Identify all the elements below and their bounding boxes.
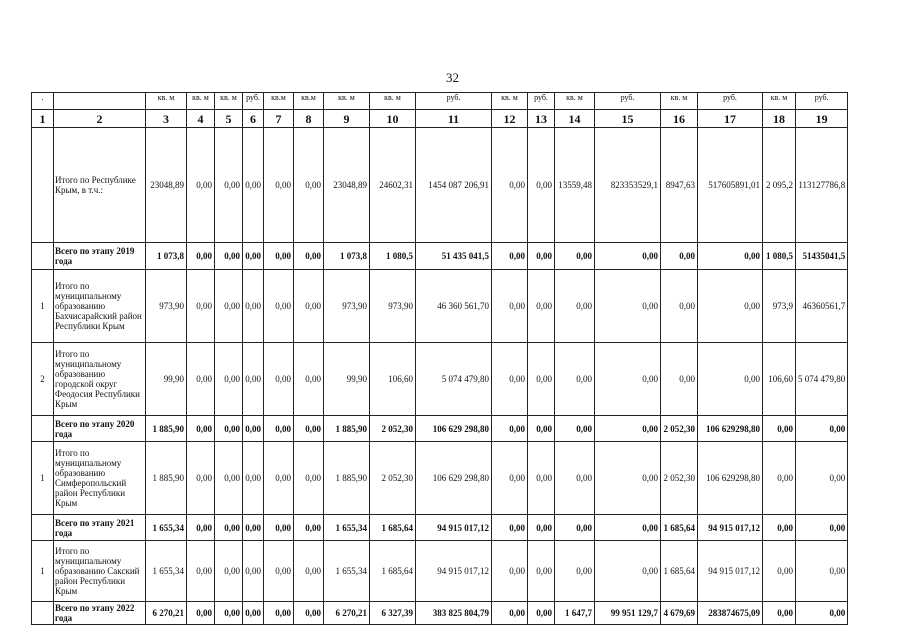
table-row-cell: 2: [32, 343, 54, 416]
table-row-cell: 0,00: [187, 343, 215, 416]
table-row-cell: 0,00: [661, 343, 698, 416]
column-number-row-cell: 3: [146, 110, 187, 128]
table-row-cell: 0,00: [763, 416, 796, 442]
units-header-row-cell: руб.: [796, 93, 848, 110]
table-row-cell: 0,00: [698, 343, 763, 416]
table-row-cell: 0,00: [763, 602, 796, 625]
table-row-cell: Итого по Республике Крым, в т.ч.:: [54, 128, 146, 243]
table-row-cell: 6 270,21: [146, 602, 187, 625]
table-row-cell: 113127786,8: [796, 128, 848, 243]
table-row-cell: 0,00: [796, 541, 848, 602]
table-row-cell: 0,00: [215, 243, 243, 270]
table-row-cell: 0,00: [215, 442, 243, 515]
table-row-cell: 0,00: [187, 541, 215, 602]
table-row-cell: 0,00: [215, 270, 243, 343]
table-row-cell: 0,00: [492, 602, 528, 625]
column-number-row-cell: 16: [661, 110, 698, 128]
table-row-cell: 0,00: [215, 416, 243, 442]
table-row-cell: 0,00: [264, 128, 294, 243]
column-number-row-cell: 2: [54, 110, 146, 128]
table-row-cell: 823353529,1: [595, 128, 661, 243]
units-header-row-cell: руб.: [416, 93, 492, 110]
table-row-cell: 0,00: [187, 442, 215, 515]
table-row-cell: 1 685,64: [661, 541, 698, 602]
units-header-row-cell: кв. м: [324, 93, 370, 110]
table-row-cell: [32, 243, 54, 270]
units-header-row-cell: кв. м: [146, 93, 187, 110]
table-row-cell: 0,00: [294, 270, 324, 343]
table-row-cell: 1: [32, 442, 54, 515]
table-row-cell: [32, 515, 54, 541]
table-row-cell: 0,00: [294, 343, 324, 416]
table-row-cell: 99,90: [146, 343, 187, 416]
table-row-cell: 0,00: [294, 128, 324, 243]
table-row-cell: 24602,31: [370, 128, 416, 243]
table-row-cell: 0,00: [555, 343, 595, 416]
column-number-row-cell: 19: [796, 110, 848, 128]
table-row-cell: 0,00: [264, 416, 294, 442]
table-row-cell: 0,00: [243, 515, 264, 541]
table-row-cell: 0,00: [661, 270, 698, 343]
units-header-row-cell: [54, 93, 146, 110]
table-row-cell: 1 685,64: [661, 515, 698, 541]
table-row-cell: 0,00: [595, 243, 661, 270]
units-header-row-cell: руб.: [528, 93, 555, 110]
table-row-cell: 0,00: [555, 515, 595, 541]
column-number-row-cell: 4: [187, 110, 215, 128]
column-number-row-cell: 18: [763, 110, 796, 128]
table-row-cell: 0,00: [187, 416, 215, 442]
table-row-cell: [32, 416, 54, 442]
table-row-cell: 0,00: [528, 602, 555, 625]
table-row-cell: 51435041,5: [796, 243, 848, 270]
table-row-cell: Итого по муниципальному образованию городской округ Феодосия Республики Крым: [54, 343, 146, 416]
table-row-cell: 1 885,90: [146, 416, 187, 442]
table-row-cell: 0,00: [528, 541, 555, 602]
table-row-cell: Всего по этапу 2019 года: [54, 243, 146, 270]
table-row-cell: 0,00: [528, 243, 555, 270]
units-header-row: [32, 93, 848, 110]
column-number-row-cell: 9: [324, 110, 370, 128]
table-row-cell: 0,00: [528, 270, 555, 343]
table-row: [32, 128, 848, 243]
table-row-cell: 0,00: [528, 343, 555, 416]
table-row-cell: 1 885,90: [324, 442, 370, 515]
table-row-cell: 106 629 298,80: [416, 442, 492, 515]
column-number-row-cell: 11: [416, 110, 492, 128]
column-number-row-cell: 12: [492, 110, 528, 128]
table-row-cell: 0,00: [698, 243, 763, 270]
table-row-cell: 973,90: [146, 270, 187, 343]
units-header-row-cell: руб.: [595, 93, 661, 110]
table-row-cell: Итого по муниципальному образованию Бахчисарайский район Республики Крым: [54, 270, 146, 343]
table-row-cell: 6 270,21: [324, 602, 370, 625]
table-row-cell: [32, 128, 54, 243]
table-row-cell: 383 825 804,79: [416, 602, 492, 625]
table-row-cell: 5 074 479,80: [796, 343, 848, 416]
page-number: 32: [446, 70, 459, 85]
table-row-cell: 0,00: [215, 541, 243, 602]
table-row-cell: Всего по этапу 2020 года: [54, 416, 146, 442]
table-row-cell: 0,00: [492, 515, 528, 541]
table-row-cell: 1: [32, 541, 54, 602]
table-row-cell: 0,00: [187, 270, 215, 343]
table-row-cell: 13559,48: [555, 128, 595, 243]
table-row-cell: 106 629 298,80: [416, 416, 492, 442]
table-row-cell: 94 915 017,12: [416, 515, 492, 541]
table-row: [32, 541, 848, 602]
table-row-cell: 0,00: [492, 243, 528, 270]
units-header-row-cell: кв.м: [294, 93, 324, 110]
table-row-cell: 1 073,8: [324, 243, 370, 270]
table-row-cell: 0,00: [492, 270, 528, 343]
table-row-cell: 1 655,34: [324, 515, 370, 541]
column-number-row-cell: 10: [370, 110, 416, 128]
table-row-cell: 1 685,64: [370, 541, 416, 602]
table-row-cell: 0,00: [243, 541, 264, 602]
table-row: [32, 515, 848, 541]
table-row-cell: Итого по муниципальному образованию Сакский район Республики Крым: [54, 541, 146, 602]
table-row-cell: 0,00: [243, 343, 264, 416]
table-row-cell: 1: [32, 270, 54, 343]
table-row-cell: 517605891,01: [698, 128, 763, 243]
table-row: [32, 442, 848, 515]
table-row-cell: 0,00: [796, 602, 848, 625]
table-row-cell: 5 074 479,80: [416, 343, 492, 416]
table-row-cell: 4 679,69: [661, 602, 698, 625]
table-row-cell: 0,00: [698, 270, 763, 343]
table-row-cell: 0,00: [595, 442, 661, 515]
table-row-cell: 0,00: [264, 541, 294, 602]
table-row-cell: 0,00: [661, 243, 698, 270]
units-header-row-cell: кв. м: [492, 93, 528, 110]
table-row-cell: 0,00: [528, 416, 555, 442]
units-header-row-cell: кв. м: [661, 93, 698, 110]
table-row-cell: Всего по этапу 2021 года: [54, 515, 146, 541]
table-row-cell: 0,00: [796, 515, 848, 541]
table-row-cell: 2 052,30: [661, 442, 698, 515]
units-header-row-cell: кв. м: [370, 93, 416, 110]
table-row-cell: 0,00: [492, 128, 528, 243]
table-row-cell: 0,00: [215, 343, 243, 416]
table-row-cell: 99,90: [324, 343, 370, 416]
table-row-cell: 0,00: [595, 270, 661, 343]
table-row-cell: 0,00: [264, 442, 294, 515]
table-row-cell: 0,00: [492, 416, 528, 442]
table-row-cell: 0,00: [243, 416, 264, 442]
table-row-cell: 94 915 017,12: [698, 541, 763, 602]
table-row-cell: 1 080,5: [763, 243, 796, 270]
table-row-cell: 0,00: [215, 515, 243, 541]
table-row-cell: 51 435 041,5: [416, 243, 492, 270]
table-row-cell: 0,00: [243, 128, 264, 243]
units-header-row-cell: руб.: [243, 93, 264, 110]
table-row-cell: 0,00: [528, 515, 555, 541]
table-row-cell: 0,00: [243, 243, 264, 270]
table-row-cell: 0,00: [215, 602, 243, 625]
table-row-cell: 0,00: [264, 515, 294, 541]
table-row-cell: 46360561,7: [796, 270, 848, 343]
table-row-cell: 2 052,30: [661, 416, 698, 442]
table-row-cell: 973,9: [763, 270, 796, 343]
table-row-cell: 0,00: [555, 416, 595, 442]
data-table: [31, 92, 848, 625]
table-row-cell: 0,00: [763, 541, 796, 602]
table-row: [32, 416, 848, 442]
table-row-cell: 1 073,8: [146, 243, 187, 270]
table-row-cell: 0,00: [294, 243, 324, 270]
table-row-cell: 0,00: [294, 416, 324, 442]
units-header-row-cell: кв. м: [555, 93, 595, 110]
table-row-cell: Всего по этапу 2022 года: [54, 602, 146, 625]
column-number-row-cell: 1: [32, 110, 54, 128]
table-row-cell: 973,90: [370, 270, 416, 343]
table-row-cell: 106,60: [763, 343, 796, 416]
table-row-cell: 0,00: [595, 515, 661, 541]
table-row-cell: 0,00: [264, 343, 294, 416]
table-row-cell: 8947,63: [661, 128, 698, 243]
table-row-cell: 0,00: [294, 442, 324, 515]
column-number-row-cell: 15: [595, 110, 661, 128]
table-row-cell: 2 052,30: [370, 442, 416, 515]
table-row: [32, 243, 848, 270]
table-row-cell: 106 629298,80: [698, 442, 763, 515]
table-row-cell: 0,00: [264, 270, 294, 343]
table-row-cell: 0,00: [555, 270, 595, 343]
table-row-cell: 0,00: [555, 541, 595, 602]
table-row-cell: 0,00: [187, 243, 215, 270]
table-row-cell: 0,00: [555, 243, 595, 270]
table-row-cell: 0,00: [294, 515, 324, 541]
table-row-cell: 0,00: [187, 128, 215, 243]
table-row: [32, 602, 848, 625]
table-row-cell: 0,00: [796, 416, 848, 442]
table-row-cell: 283874675,09: [698, 602, 763, 625]
column-number-row-cell: 17: [698, 110, 763, 128]
table-row-cell: 23048,89: [146, 128, 187, 243]
column-number-row-cell: 14: [555, 110, 595, 128]
column-number-row-cell: 5: [215, 110, 243, 128]
table-row-cell: 1 655,34: [146, 541, 187, 602]
units-header-row-cell: кв. м: [763, 93, 796, 110]
table-row: [32, 343, 848, 416]
column-number-row-cell: 6: [243, 110, 264, 128]
table-row-cell: [32, 602, 54, 625]
table-row-cell: 1 655,34: [146, 515, 187, 541]
table-row-cell: 0,00: [555, 442, 595, 515]
table-row-cell: 0,00: [796, 442, 848, 515]
table-row-cell: 46 360 561,70: [416, 270, 492, 343]
units-header-row-cell: кв.м: [264, 93, 294, 110]
table-row-cell: 0,00: [763, 442, 796, 515]
table-row-cell: 99 951 129,7: [595, 602, 661, 625]
table-row-cell: 0,00: [187, 602, 215, 625]
table-row-cell: 0,00: [264, 243, 294, 270]
table-row-cell: Итого по муниципальному образованию Симферопольский район Республики Крым: [54, 442, 146, 515]
table-row-cell: 2 052,30: [370, 416, 416, 442]
table-row-cell: 23048,89: [324, 128, 370, 243]
table-row-cell: 0,00: [763, 515, 796, 541]
table-row-cell: 0,00: [492, 343, 528, 416]
units-header-row-cell: кв. м: [215, 93, 243, 110]
table-row-cell: 0,00: [243, 602, 264, 625]
table-row: [32, 270, 848, 343]
table-row-cell: 1 885,90: [324, 416, 370, 442]
table-row-cell: 94 915 017,12: [416, 541, 492, 602]
table-row-cell: 1 655,34: [324, 541, 370, 602]
table-row-cell: 6 327,39: [370, 602, 416, 625]
table-row-cell: 1 647,7: [555, 602, 595, 625]
table-row-cell: 0,00: [528, 128, 555, 243]
table-row-cell: 0,00: [595, 416, 661, 442]
table-row-cell: 1 080,5: [370, 243, 416, 270]
table-row-cell: 94 915 017,12: [698, 515, 763, 541]
column-number-row-cell: 8: [294, 110, 324, 128]
table-row-cell: 0,00: [492, 541, 528, 602]
table-row-cell: 0,00: [294, 541, 324, 602]
column-number-row-cell: 7: [264, 110, 294, 128]
table-row-cell: 106,60: [370, 343, 416, 416]
table-row-cell: 1 885,90: [146, 442, 187, 515]
table-row-cell: 1 685,64: [370, 515, 416, 541]
table-row-cell: 0,00: [243, 270, 264, 343]
units-header-row-cell: руб.: [698, 93, 763, 110]
table-row-cell: 106 629298,80: [698, 416, 763, 442]
table-row-cell: 0,00: [294, 602, 324, 625]
units-header-row-cell: кв. м: [187, 93, 215, 110]
column-number-row: [32, 110, 848, 128]
table-row-cell: 0,00: [528, 442, 555, 515]
table-row-cell: 0,00: [492, 442, 528, 515]
units-header-row-cell: .: [32, 93, 54, 110]
table-row-cell: 0,00: [187, 515, 215, 541]
table-row-cell: 973,90: [324, 270, 370, 343]
table-row-cell: 0,00: [243, 442, 264, 515]
table-row-cell: 0,00: [595, 343, 661, 416]
column-number-row-cell: 13: [528, 110, 555, 128]
table-row-cell: 2 095,2: [763, 128, 796, 243]
table-row-cell: 0,00: [595, 541, 661, 602]
table-row-cell: 0,00: [264, 602, 294, 625]
table-row-cell: 0,00: [215, 128, 243, 243]
table-row-cell: 1454 087 206,91: [416, 128, 492, 243]
